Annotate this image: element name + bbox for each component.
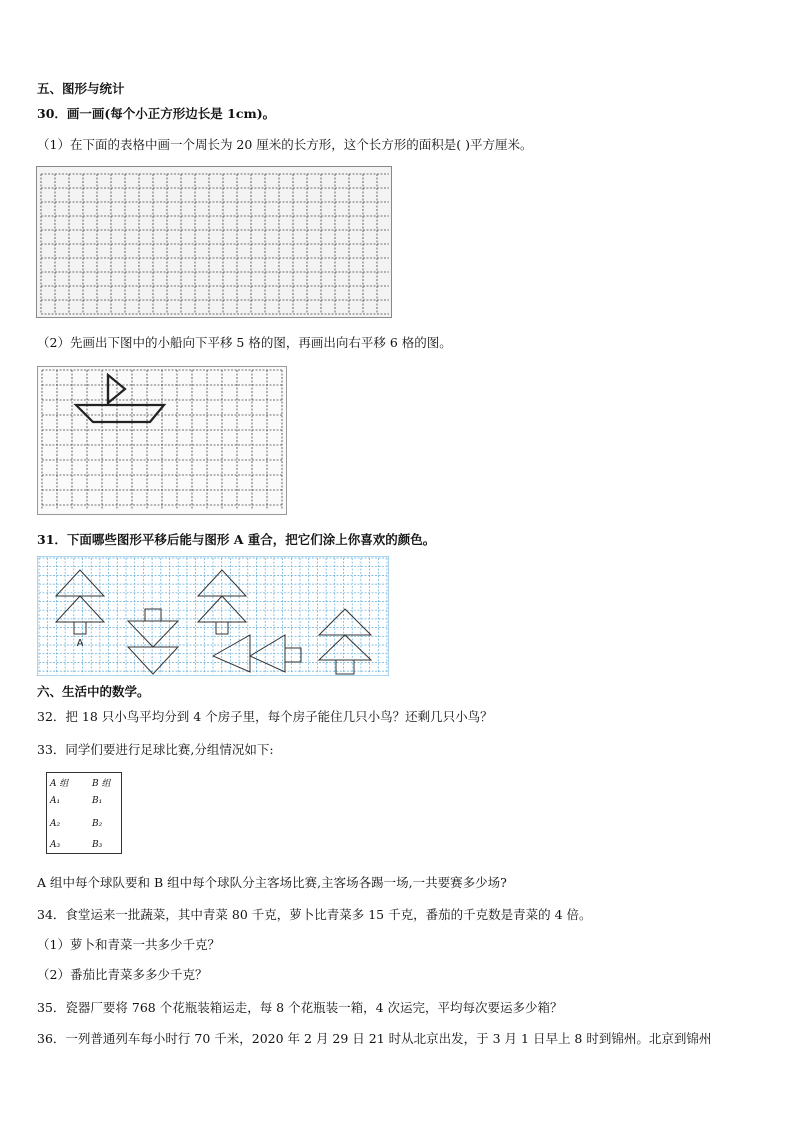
question-34-part-1: （1）萝卜和青菜一共多少千克？ bbox=[37, 937, 220, 952]
groups-table bbox=[46, 772, 122, 854]
question-35: 35．瓷器厂要将 768 个花瓶装箱运走，每 8 个花瓶装一箱，4 次运完，平均每次要运多少箱？ bbox=[37, 1000, 563, 1015]
question-34: 34．食堂运来一批蔬菜，其中青菜 80 千克，萝卜比青菜多 15 千克，番茄的千克数是青菜的 4 倍。 bbox=[37, 907, 592, 922]
group-a-item: A₁ bbox=[50, 796, 61, 806]
question-36: 36．一列普通列车每小时行 70 千米，2020 年 2 月 29 日 21 时从北京出发，于 3 月 1 日早上 8 时到锦州。北京到锦州 bbox=[37, 1031, 712, 1046]
question-30: 30．画一画(每个小正方形边长是 1cm)。 bbox=[37, 106, 276, 121]
group-b-item: B₃ bbox=[92, 840, 103, 850]
square-grid-1 bbox=[36, 166, 392, 318]
section-5-heading: 五、图形与统计 bbox=[37, 81, 125, 96]
tree-shapes-grid bbox=[37, 556, 389, 676]
question-33-prompt: A 组中每个球队要和 B 组中每个球队分主客场比赛,主客场各踢一场,一共要赛多少场? bbox=[37, 875, 507, 890]
group-b-item: B₁ bbox=[92, 796, 103, 806]
question-30-part-1: （1）在下面的表格中画一个周长为 20 厘米的长方形，这个长方形的面积是( )平方厘米。 bbox=[37, 137, 533, 152]
question-33: 33．同学们要进行足球比赛,分组情况如下: bbox=[37, 742, 274, 757]
boat-grid bbox=[37, 366, 287, 515]
question-32: 32．把 18 只小鸟平均分到 4 个房子里，每个房子能住几只小鸟？还剩几只小鸟？ bbox=[37, 709, 493, 724]
question-30-part-2: （2）先画出下图中的小船向下平移 5 格的图，再画出向右平移 6 格的图。 bbox=[37, 335, 452, 350]
question-31: 31．下面哪些图形平移后能与图形 A 重合，把它们涂上你喜欢的颜色。 bbox=[37, 532, 436, 547]
group-b-item: B₂ bbox=[92, 819, 103, 829]
figure-a-label: A bbox=[76, 638, 84, 649]
section-6-heading: 六、生活中的数学。 bbox=[37, 684, 150, 699]
group-a-item: A₃ bbox=[50, 840, 61, 850]
group-a-header: A 组 bbox=[50, 779, 69, 789]
question-34-part-2: （2）番茄比青菜多多少千克？ bbox=[37, 967, 208, 982]
group-b-header: B 组 bbox=[92, 779, 111, 789]
group-a-item: A₂ bbox=[50, 819, 61, 829]
